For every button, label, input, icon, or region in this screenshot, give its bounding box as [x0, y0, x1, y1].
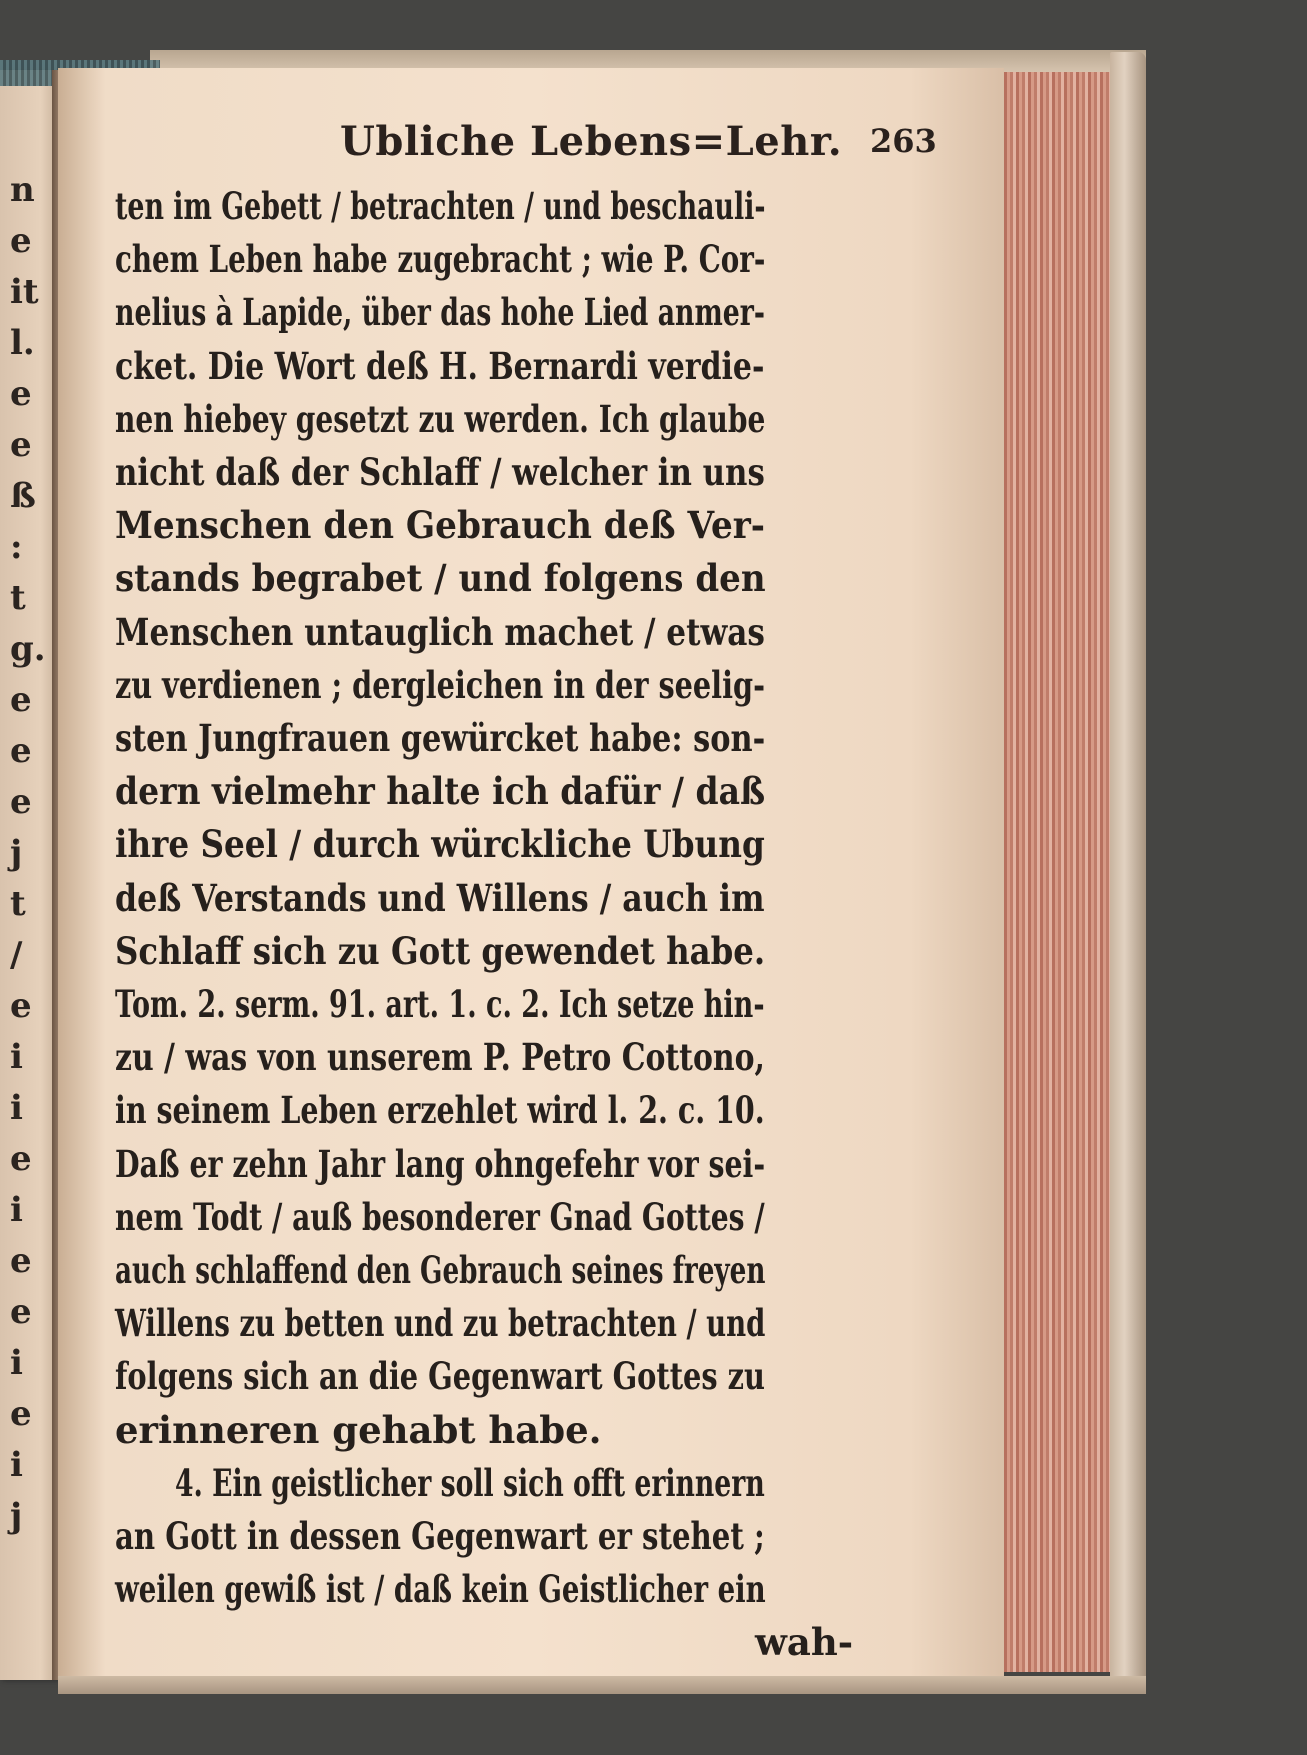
left-page-fragment: t — [10, 578, 26, 618]
left-page-fragment: it — [10, 272, 39, 312]
left-page-fragment: e — [10, 1394, 32, 1434]
text-line: folgens sich an die Gegenwart Gottes zu — [115, 1354, 765, 1399]
text-line: auch schlaffend den Gebrauch seines freyen — [115, 1248, 766, 1292]
left-page-fragment: i — [10, 1445, 23, 1485]
text-line: stands begrabet / und folgens den — [115, 556, 766, 601]
left-page-fragment: l. — [10, 323, 35, 363]
text-line: ihre Seel / durch würckliche Ubung — [115, 822, 765, 867]
left-page-fragment: e — [10, 680, 32, 720]
text-line: erinneren gehabt habe. — [115, 1407, 602, 1452]
left-page-fragment: i — [10, 1037, 23, 1077]
left-page-fragment: i — [10, 1190, 23, 1230]
text-line: Schlaff sich zu Gott gewendet habe. — [115, 928, 766, 973]
left-page-fragment: t — [10, 884, 26, 924]
text-line: Willens zu betten und zu betrachten / und — [115, 1301, 766, 1346]
running-head — [225, 118, 937, 178]
left-page-fragment: e — [10, 782, 32, 822]
left-page-fragment: i — [10, 1088, 23, 1128]
text-line: sten Jungfrauen gewürcket habe: son- — [115, 716, 766, 760]
text-line: cket. Die Wort deß H. Bernardi verdie- — [115, 343, 765, 388]
text-line: weilen gewiß ist / daß kein Geistlicher ein — [115, 1567, 766, 1612]
page-edges — [1004, 72, 1110, 1672]
text-line: nelius à Lapide, über das hohe Lied anmer- — [115, 290, 766, 335]
text-line: Daß er zehn Jahr lang ohngefehr vor sei- — [115, 1141, 766, 1186]
left-page-fragment: e — [10, 1139, 32, 1179]
left-page-fragment: n — [10, 170, 35, 210]
text-line: nicht daß der Schlaff / welcher in uns — [115, 450, 765, 494]
page-number: 263 — [870, 122, 937, 160]
left-page-fragment: g. — [10, 629, 46, 669]
book-cover-bottom-edge — [58, 1676, 1146, 1694]
left-page — [0, 70, 58, 1680]
text-line: in seinem Leben erzehlet wird l. 2. c. 10. — [115, 1088, 765, 1133]
text-line: dern vielmehr halte ich dafür / daß — [115, 769, 766, 814]
book-cover-edge — [1110, 52, 1146, 1692]
text-line: Tom. 2. serm. 91. art. 1. c. 2. Ich setze hin- — [115, 982, 765, 1026]
text-line: 4. Ein geistlicher soll sich offt erinnern — [175, 1460, 765, 1505]
left-page-fragment: e — [10, 731, 32, 771]
left-page-fragment: : — [10, 527, 23, 567]
catchword: wah- — [755, 1620, 854, 1665]
left-page-fragment: e — [10, 374, 32, 414]
left-page-fragment: e — [10, 1241, 32, 1281]
text-line: ten im Gebett / betrachten / und beschauli- — [115, 184, 766, 228]
left-page-fragment: j — [10, 1496, 23, 1536]
text-line: Menschen den Gebrauch deß Ver- — [115, 503, 766, 548]
left-page-fragment: e — [10, 1292, 32, 1332]
text-line: deß Verstands und Willens / auch im — [115, 875, 765, 920]
left-page-fragment: ß — [10, 476, 36, 516]
text-line: Menschen untauglich machet / etwas — [115, 609, 765, 654]
left-page-fragment: e — [10, 986, 32, 1026]
text-line: zu verdienen ; dergleichen in der seelig- — [115, 662, 765, 707]
left-page-fragment: / — [10, 935, 23, 975]
left-page-fragment: e — [10, 425, 32, 465]
text-line: chem Leben habe zugebracht ; wie P. Cor- — [115, 237, 766, 282]
left-page-fragment: j — [10, 833, 23, 873]
running-title: Ubliche Lebens=Lehr. — [340, 118, 843, 165]
text-line: an Gott in dessen Gegenwart er stehet ; — [115, 1514, 765, 1558]
left-page-fragment: e — [10, 221, 32, 261]
text-line: nem Todt / auß besonderer Gnad Gottes / — [115, 1194, 765, 1239]
left-page-fragment: i — [10, 1343, 23, 1383]
text-line: nen hiebey gesetzt zu werden. Ich glaube — [115, 396, 766, 441]
text-line: zu / was von unserem P. Petro Cottono, — [115, 1035, 765, 1080]
